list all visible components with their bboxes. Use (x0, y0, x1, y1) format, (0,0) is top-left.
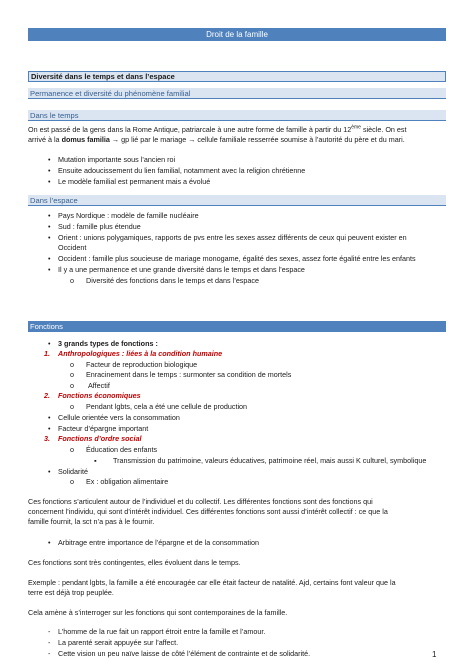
bullet-icon: • (48, 254, 51, 263)
number-marker: 3. (44, 434, 50, 443)
paragraph-line: Cela amène à s’interroger sur les fonctions qui sont contemporaines de la famille. (28, 608, 288, 617)
list-item: La parenté serait appuyée sur l’affect. (58, 638, 179, 647)
bullet-icon: • (48, 166, 51, 175)
list-item: Cellule orientée vers la consommation (58, 413, 180, 422)
paragraph-line: terre est déjà trop peuplée. (28, 588, 114, 597)
bullet-icon: • (48, 177, 51, 186)
bullet-icon: • (48, 222, 51, 231)
number-marker: 2. (44, 391, 50, 400)
subsection-permanence: Permanence et diversité du phénomène familial (28, 88, 446, 99)
list-subitem: Éducation des enfants (86, 445, 158, 454)
bullet-icon: • (48, 538, 51, 547)
bullet-icon: • (48, 424, 51, 433)
list-subitem: Pendant lgbts, cela a été une cellule de production (86, 402, 248, 411)
paragraph-temps-line2: arrivé à la domus familia → gp lié par le mariage → cellule familiale resserrée soumise à l’autorité du père et du mari. (28, 135, 405, 144)
sub-bullet-icon: o (70, 370, 74, 379)
function-heading-2: Fonctions économiques (58, 391, 141, 400)
paragraph-line: Exemple : pendant lgbts, la famille a été encouragée car elle était facteur de natalité. Ajd, certains font valeur que la (28, 578, 396, 587)
number-marker: 1. (44, 349, 50, 358)
list-item: Sud : famille plus étendue (58, 222, 141, 231)
document-banner: Droit de la famille (28, 28, 446, 41)
list-item: Arbitrage entre importance de l’épargne et de la consommation (58, 538, 259, 547)
list-subitem: Diversité des fonctions dans le temps et dans l’espace (86, 276, 259, 285)
sub-bullet-icon: o (70, 360, 74, 369)
bullet-icon: • (48, 233, 51, 242)
list-item: Solidarité (58, 467, 88, 476)
list-item: Mutation importante sous l’ancien roi (58, 155, 176, 164)
sub-bullet-icon: o (70, 477, 74, 486)
paragraph-line: Ces fonctions s’articulent autour de l’individuel et du collectif. Les différentes fonctions sont des fonctions qui (28, 497, 373, 506)
function-heading-1: Anthropologiques : liées à la condition humaine (58, 349, 223, 358)
heading-dans-le-temps: Dans le temps (28, 110, 446, 121)
list-item: Pays Nordique : modèle de famille nucléaire (58, 211, 199, 220)
dash-bullet: - (48, 649, 51, 658)
list-subitem: Ex : obligation alimentaire (86, 477, 169, 486)
bullet-icon: • (48, 339, 51, 348)
square-bullet-icon: ▪ (94, 456, 97, 465)
list-subsubitem: Transmission du patrimoine, valeurs éducatives, patrimoine réel, mais aussi K culturel, symbolique (113, 456, 427, 465)
bullet-icon: • (48, 265, 51, 274)
function-heading-3: Fonctions d’ordre social (58, 434, 142, 443)
bullet-icon: • (48, 413, 51, 422)
list-subitem: Facteur de reproduction biologique (86, 360, 198, 369)
list-subitem: Affectif (88, 381, 110, 390)
paragraph-line: famille fournit, la sct n’a pas à le fournir. (28, 517, 155, 526)
bullet-icon: • (48, 155, 51, 164)
page-number: 1 (432, 650, 437, 659)
sub-bullet-icon: o (70, 445, 74, 454)
list-item: Facteur d’épargne important (58, 424, 149, 433)
dash-bullet: - (48, 638, 51, 647)
list-item: Occident : famille plus soucieuse de mariage monogame, égalité des sexes, assez forte égalité entre les enfants (58, 254, 416, 263)
heading-dans-l-espace: Dans l’espace (28, 195, 446, 206)
paragraph-line: concernent l’individu, qui sont d’intérêt individuel. Ces différentes fonctions sont aussi d’intérêt collectif : ce que la (28, 507, 388, 516)
list-item: 3 grands types de fonctions : (58, 339, 158, 348)
list-item: Il y a une permanence et une grande diversité dans le temps et dans l’espace (58, 265, 305, 274)
list-item: L’homme de la rue fait un rapport étroit entre la famille et l’amour. (58, 627, 266, 636)
list-item: Cette vision un peu naïve laisse de côté l’élément de contrainte et de solidarité. (58, 649, 311, 658)
paragraph-temps-line1: On est passé de la gens dans la Rome Antique, patriarcale à une autre forme de famille à partir du 12ème siècle. On est (28, 124, 407, 134)
heading-fonctions: Fonctions (28, 321, 446, 332)
paragraph-line: Ces fonctions sont très contingentes, elles évoluent dans le temps. (28, 558, 241, 567)
list-item-continuation: Occident (58, 243, 87, 252)
bullet-icon: • (48, 211, 51, 220)
sub-bullet-icon: o (70, 276, 74, 285)
bullet-icon: • (48, 467, 51, 476)
list-item: Ensuite adoucissement du lien familial, notamment avec la religion chrétienne (58, 166, 306, 175)
domus-familia-term: domus familia (61, 135, 110, 144)
list-item: Orient : unions polygamiques, rapports de pvs entre les sexes assez différents de ceux qui peuvent exister en (58, 233, 407, 242)
section-title: Diversité dans le temps et dans l’espace (28, 71, 446, 82)
sub-bullet-icon: o (70, 402, 74, 411)
sub-bullet-icon: o (70, 381, 74, 390)
list-item: Le modèle familial est permanent mais a évolué (58, 177, 211, 186)
dash-bullet: - (48, 627, 51, 636)
list-subitem: Enracinement dans le temps : surmonter sa condition de mortels (86, 370, 292, 379)
